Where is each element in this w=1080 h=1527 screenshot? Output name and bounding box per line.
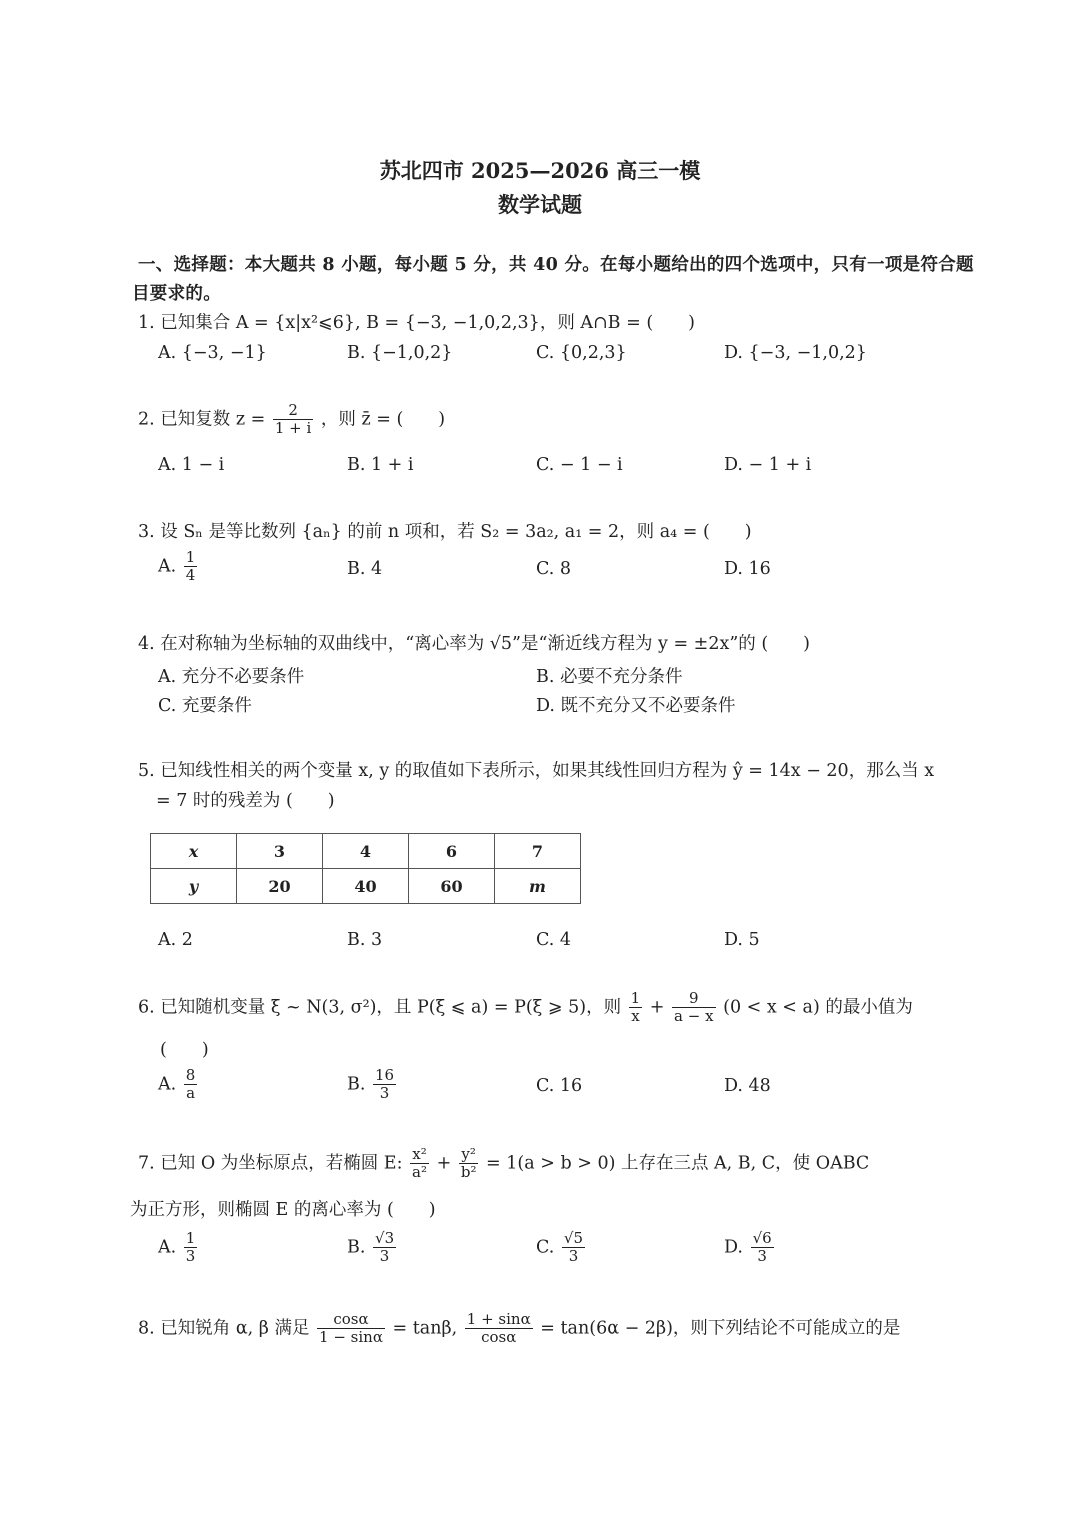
q3-option-c: C. 8 bbox=[536, 559, 572, 579]
q6-option-c: C. 16 bbox=[536, 1076, 583, 1096]
q2-frac-numerator: 2 bbox=[273, 402, 313, 420]
table-cell: 3 bbox=[237, 834, 323, 869]
q3-option-a-label: A. bbox=[158, 556, 177, 577]
q8-frac1-numerator: cosα bbox=[317, 1311, 385, 1329]
question-5-stem-line2: = 7 时的残差为 ( ) bbox=[156, 791, 335, 811]
q3-option-a-numerator: 1 bbox=[185, 548, 196, 566]
question-2-stem bbox=[138, 402, 445, 438]
q5-option-a: A. 2 bbox=[158, 930, 193, 950]
q7-option-a-fraction bbox=[184, 1230, 198, 1266]
question-6-stem-line2: ( ) bbox=[160, 1040, 209, 1060]
question-1-stem: 1. 已知集合 A = {x|x²⩽6}, B = {−3, −1,0,2,3}，则 A∩B = ( ) bbox=[138, 313, 695, 333]
q3-option-a bbox=[158, 549, 199, 585]
table-cell: 4 bbox=[323, 834, 409, 869]
q3-option-a-denominator: 4 bbox=[185, 566, 196, 585]
q2-option-d: D. − 1 + i bbox=[724, 455, 812, 475]
table-header-cell-y: y bbox=[151, 869, 237, 904]
q7-option-c-numerator: √5 bbox=[563, 1229, 584, 1247]
q8-suffix: = tan(6α − 2β)，则下列结论不可能成立的是 bbox=[540, 1318, 901, 1339]
q5-option-c: C. 4 bbox=[536, 930, 572, 950]
q3-option-b: B. 4 bbox=[347, 559, 383, 579]
q7-suffix: = 1(a > b > 0) 上存在三点 A, B, C，使 OABC bbox=[486, 1153, 870, 1174]
q6-option-a-numerator: 8 bbox=[185, 1066, 196, 1084]
q7-fraction-1 bbox=[410, 1146, 429, 1182]
q4-option-d: D. 既不充分又不必要条件 bbox=[536, 696, 736, 716]
q1-option-a: A. {−3, −1} bbox=[158, 343, 267, 363]
table-cell: 40 bbox=[323, 869, 409, 904]
q3-option-a-fraction bbox=[184, 549, 198, 585]
q5-option-d: D. 5 bbox=[724, 930, 760, 950]
q6-option-b-label: B. bbox=[347, 1074, 366, 1095]
q6-option-a-fraction bbox=[184, 1067, 198, 1103]
q7-option-b-numerator: √3 bbox=[375, 1229, 395, 1247]
page-subtitle: 数学试题 bbox=[498, 192, 582, 217]
question-7-stem-line2: 为正方形，则椭圆 E 的离心率为 ( ) bbox=[130, 1200, 436, 1220]
q6-option-a-label: A. bbox=[158, 1074, 177, 1095]
table-header-cell-x: x bbox=[151, 834, 237, 869]
table-cell: 7 bbox=[495, 834, 581, 869]
question-3-stem: 3. 设 Sₙ 是等比数列 {aₙ} 的前 n 项和，若 S₂ = 3a₂, a₁ = 2，则 a₄ = ( ) bbox=[138, 522, 752, 542]
table-cell: 6 bbox=[409, 834, 495, 869]
table-row bbox=[151, 869, 581, 904]
q6-fraction-1 bbox=[629, 990, 643, 1026]
question-6-stem bbox=[138, 990, 913, 1026]
q2-prefix: 2. 已知复数 z = bbox=[138, 409, 266, 430]
q2-fraction bbox=[273, 402, 313, 438]
q7-option-a-label: A. bbox=[158, 1237, 177, 1258]
q7-option-b-label: B. bbox=[347, 1237, 366, 1258]
q6-option-a-denominator: a bbox=[186, 1084, 196, 1103]
q7-frac1-denominator: a² bbox=[412, 1163, 428, 1182]
q6-frac1-numerator: 1 bbox=[630, 989, 641, 1007]
q8-frac1-denominator: 1 − sinα bbox=[319, 1328, 383, 1347]
question-7-stem bbox=[138, 1146, 869, 1182]
q7-option-a-denominator: 3 bbox=[185, 1247, 196, 1266]
q7-frac1-numerator: x² bbox=[410, 1146, 429, 1164]
q2-suffix: ，则 z̄ = ( ) bbox=[320, 409, 446, 430]
q7-option-d bbox=[724, 1230, 776, 1266]
q8-prefix: 8. 已知锐角 α, β 满足 bbox=[138, 1318, 310, 1339]
q6-plus: + bbox=[649, 997, 665, 1018]
data-table bbox=[150, 833, 581, 904]
q7-option-b-fraction bbox=[373, 1230, 396, 1266]
q7-option-d-denominator: 3 bbox=[757, 1247, 767, 1266]
q6-fraction-2 bbox=[672, 990, 716, 1026]
q6-option-b-numerator: 16 bbox=[375, 1066, 395, 1084]
q2-frac-denominator: 1 + i bbox=[274, 419, 312, 438]
q7-option-c bbox=[536, 1230, 587, 1266]
table-cell: 20 bbox=[237, 869, 323, 904]
q4-option-a: A. 充分不必要条件 bbox=[158, 667, 305, 687]
q2-option-b: B. 1 + i bbox=[347, 455, 414, 475]
q6-suffix: (0 < x < a) 的最小值为 bbox=[723, 997, 913, 1018]
q7-frac2-denominator: b² bbox=[460, 1163, 477, 1182]
q6-prefix: 6. 已知随机变量 ξ ~ N(3, σ²)，且 P(ξ ⩽ a) = P(ξ ⩾ 5)，则 bbox=[138, 997, 622, 1018]
q7-option-b bbox=[347, 1230, 398, 1266]
section-heading-line1: 一、选择题：本大题共 8 小题，每小题 5 分，共 40 分。在每小题给出的四个选项中，只有一项是符合题 bbox=[138, 255, 974, 275]
q6-option-b bbox=[347, 1067, 398, 1103]
q6-option-b-fraction bbox=[373, 1067, 396, 1103]
q8-frac2-numerator: 1 + sinα bbox=[466, 1310, 531, 1328]
q7-frac2-numerator: y² bbox=[459, 1146, 479, 1164]
q7-option-b-denominator: 3 bbox=[379, 1247, 390, 1266]
question-5-stem-line1: 5. 已知线性相关的两个变量 x, y 的取值如下表所示，如果其线性回归方程为 ŷ = 14x − 20，那么当 x bbox=[138, 761, 935, 781]
q6-option-d: D. 48 bbox=[724, 1076, 771, 1096]
q5-option-b: B. 3 bbox=[347, 930, 383, 950]
q8-mid: = tanβ, bbox=[392, 1318, 458, 1339]
q8-frac2-denominator: cosα bbox=[481, 1328, 517, 1347]
q7-option-d-numerator: √6 bbox=[752, 1229, 772, 1247]
q6-frac2-denominator: a − x bbox=[674, 1007, 714, 1026]
page-title: 苏北四市 2025—2026 高三一模 bbox=[379, 158, 701, 183]
q6-option-b-denominator: 3 bbox=[379, 1084, 390, 1103]
q6-frac1-denominator: x bbox=[631, 1007, 640, 1026]
q7-option-d-label: D. bbox=[724, 1237, 743, 1258]
q2-option-c: C. − 1 − i bbox=[536, 455, 623, 475]
q7-plus: + bbox=[436, 1153, 452, 1174]
question-8-stem bbox=[138, 1311, 900, 1347]
q8-fraction-2 bbox=[465, 1311, 533, 1347]
q7-option-a-numerator: 1 bbox=[185, 1229, 196, 1247]
question-4-stem: 4. 在对称轴为坐标轴的双曲线中，“离心率为 √5”是“渐近线方程为 y = ±2x”的 ( ) bbox=[138, 634, 811, 654]
q2-option-a: A. 1 − i bbox=[158, 455, 225, 475]
q1-option-d: D. {−3, −1,0,2} bbox=[724, 343, 867, 363]
q3-option-d: D. 16 bbox=[724, 559, 771, 579]
q6-frac2-numerator: 9 bbox=[672, 990, 716, 1008]
q6-option-a bbox=[158, 1067, 199, 1103]
q7-option-a bbox=[158, 1230, 199, 1266]
q8-fraction-1 bbox=[317, 1311, 385, 1347]
table-cell: 60 bbox=[409, 869, 495, 904]
table-row bbox=[151, 834, 581, 869]
q7-option-c-denominator: 3 bbox=[568, 1247, 579, 1266]
q7-option-c-fraction bbox=[562, 1230, 585, 1266]
q1-option-c: C. {0,2,3} bbox=[536, 343, 627, 363]
q7-option-c-label: C. bbox=[536, 1237, 555, 1258]
q7-fraction-2 bbox=[459, 1146, 479, 1182]
q7-prefix: 7. 已知 O 为坐标原点，若椭圆 E: bbox=[138, 1153, 403, 1174]
table-cell-m: m bbox=[495, 869, 581, 904]
section-heading-line2: 目要求的。 bbox=[132, 284, 221, 304]
q1-option-b: B. {−1,0,2} bbox=[347, 343, 453, 363]
q7-option-d-fraction bbox=[751, 1230, 774, 1266]
q4-option-c: C. 充要条件 bbox=[158, 696, 252, 716]
q4-option-b: B. 必要不充分条件 bbox=[536, 667, 683, 687]
